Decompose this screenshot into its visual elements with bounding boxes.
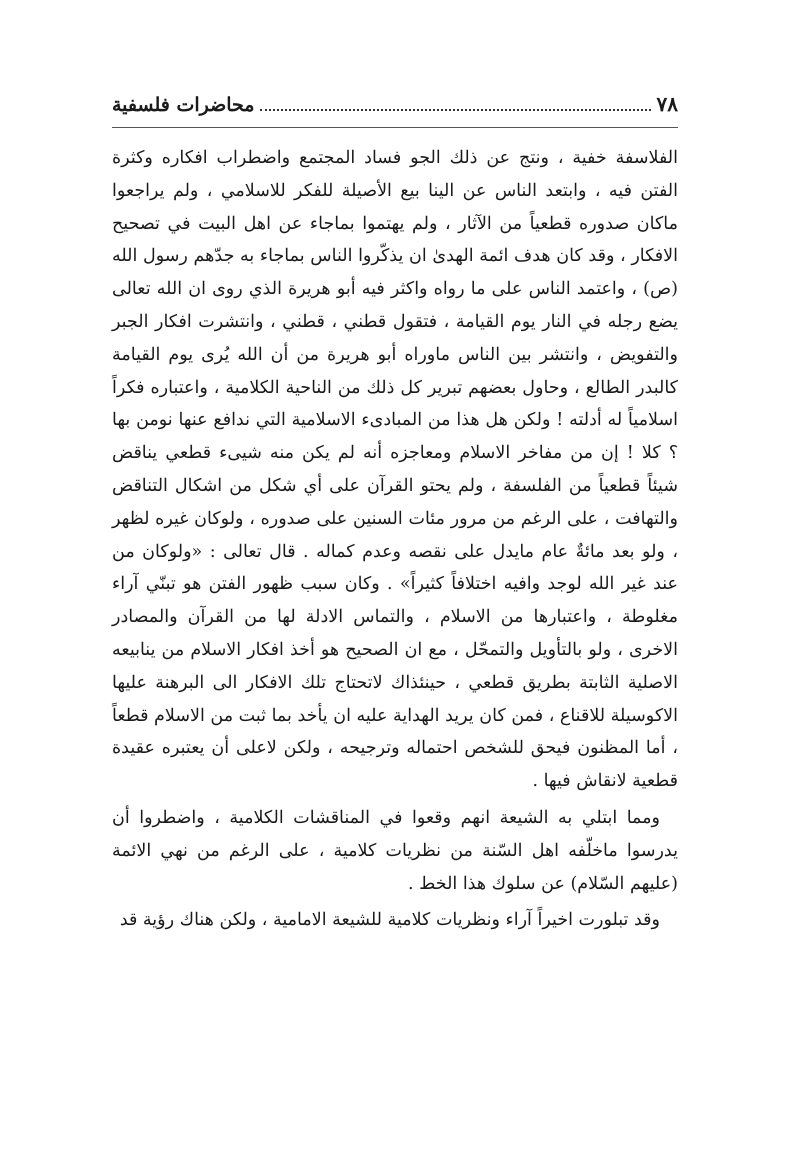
paragraph-3: وقد تبلورت اخيراً آراء ونظريات كلامية للشيعة الامامية ، ولكن هناك رؤية قد [119,910,660,931]
page-number: ٧٨ [656,92,678,116]
header-leader-dots [260,109,650,111]
page-body [112,142,678,941]
paragraph-1: الفلاسفة خفية ، ونتج عن ذلك الجو فساد المجتمع واضطراب افكاره وكثرة الفتن فيه ، وابتعد الناس عن الينا بيع الأصيلة للفكر للاسلامي ، ولم يراجعوا ماكان صدوره قطعياً من الآثار ، ولم يهتموا بماجاء عن اهل البيت في تصحيح الافكار ، وقد كان هدف ائمة الهدىٰ ان يذكّروا الناس بماجاء به جدّهم رسول الله (ص) ، واعتمد الناس على ما رواه واكثر فيه أبو هريرة الذي روى ان الله تعالى يضع رجله في النار يوم القيامة ، فتقول قطني ، قطني ، وانتشرت افكار الجبر والتفويض ، وانتشر بين الناس ماوراه أبو هريرة من أن الله يُرى يوم القيامة كالبدر الطالع ، وحاول بعضهم تبرير كل ذلك من الناحية الكلامية ، واعتباره فكراً اسلامياً له أدلته ! ولكن هل هذا من المبادىء الاسلامية التي ندافع عنها نومن بها ؟ كلا ! إن من مفاخر الاسلام ومعاجزه أنه لم يكن منه شيىء قطعي يناقض شيئاً قطعياً من الفلسفة ، ولم يحتو القرآن على أي شكل من اشكال التناقض والتهافت ، على الرغم من مرور مئات السنين على صدوره ، ولوكان غيره لظهر ، ولو بعد مائةٌ عام مايدل على نقصه وعدم كماله . قال تعالى : «ولوكان من عند غير الله لوجد وافيه اختلافاً كثيراً» . وكان سبب ظهور الفتن هو تبنّي آراء مغلوطة ، واعتبارها من الاسلام ، والتماس الادلة لها من القرآن والمصادر الاخرى ، ولو بالتأويل والتمحّل ، مع ان الصحيح هو أخذ افكار الاسلام من ينابيعه الاصلية الثابتة بطريق قطعي ، حينئذاك لاتحتاج تلك الافكار الى البرهنة عليها الاكوسيلة للاقناع ، فمن كان يريد الهداية عليه ان يأخد بما ثبت من الاسلام قطعاً ، أما المظنون فيحق للشخص احتماله وترجيحه ، ولكن لاعلى أن يعتبره عقيدة قطعية لانقاش فيها . [112,148,678,792]
paragraph-2: ومما ابتلي به الشيعة انهم وقعوا في المناقشات الكلامية ، واضطروا أن يدرسوا ماخلّفه اهل السّنة من نظريات كلامية ، على الرغم من نهي الائمة (عليهم السّلام) عن سلوك هذا الخط . [112,807,678,894]
running-header [112,92,678,122]
book-title: محاضرات فلسفية [112,94,255,116]
header-divider [112,127,678,128]
